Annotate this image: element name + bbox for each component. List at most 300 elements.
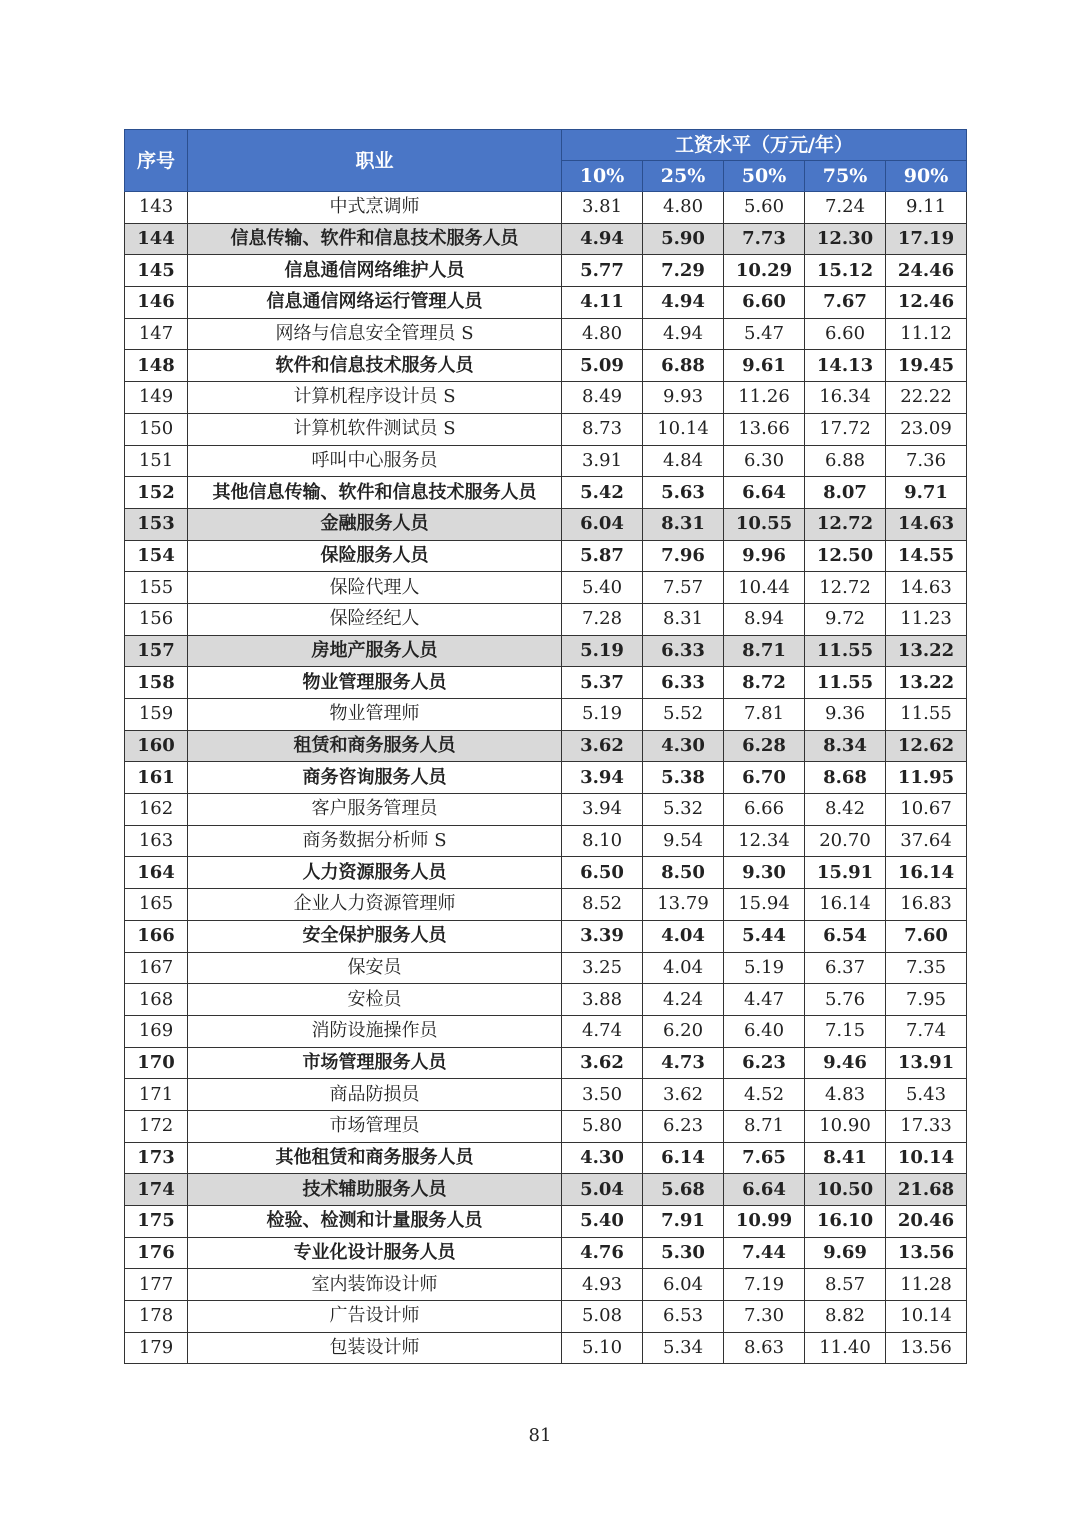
wage-p25: 4.94 <box>643 318 724 350</box>
wage-p50: 8.71 <box>724 635 805 667</box>
table-row <box>125 445 967 477</box>
occupation-name: 消防设施操作员 <box>188 1015 562 1047</box>
wage-p90: 14.63 <box>886 572 967 604</box>
table-row <box>125 540 967 572</box>
table-row <box>125 984 967 1016</box>
wage-p90: 9.11 <box>886 192 967 224</box>
occupation-name: 保安员 <box>188 952 562 984</box>
wage-p75: 6.88 <box>805 445 886 477</box>
wage-p25: 9.54 <box>643 825 724 857</box>
wage-p75: 9.46 <box>805 1047 886 1079</box>
row-number: 171 <box>125 1079 188 1111</box>
wage-p10: 5.87 <box>562 540 643 572</box>
wage-p50: 6.23 <box>724 1047 805 1079</box>
wage-p90: 10.14 <box>886 1301 967 1333</box>
wage-p25: 4.04 <box>643 952 724 984</box>
wage-p25: 6.33 <box>643 667 724 699</box>
row-number: 174 <box>125 1174 188 1206</box>
wage-p50: 8.94 <box>724 603 805 635</box>
wage-p90: 5.43 <box>886 1079 967 1111</box>
occupation-name: 其他信息传输、软件和信息技术服务人员 <box>188 477 562 509</box>
wage-p50: 7.30 <box>724 1301 805 1333</box>
wage-p25: 8.31 <box>643 603 724 635</box>
table-row <box>125 318 967 350</box>
table-row <box>125 572 967 604</box>
wage-p25: 6.33 <box>643 635 724 667</box>
occupation-name: 安检员 <box>188 984 562 1016</box>
wage-p90: 11.12 <box>886 318 967 350</box>
wage-p10: 5.19 <box>562 699 643 731</box>
wage-p90: 13.91 <box>886 1047 967 1079</box>
header-p10: 10% <box>562 161 643 192</box>
table-row <box>125 192 967 224</box>
table-row <box>125 255 967 287</box>
row-number: 154 <box>125 540 188 572</box>
header-job: 职业 <box>188 130 562 192</box>
wage-p25: 13.79 <box>643 889 724 921</box>
row-number: 146 <box>125 287 188 319</box>
wage-p50: 15.94 <box>724 889 805 921</box>
occupation-name: 软件和信息技术服务人员 <box>188 350 562 382</box>
table-row <box>125 1237 967 1269</box>
row-number: 149 <box>125 382 188 414</box>
table-row <box>125 1110 967 1142</box>
wage-p25: 6.14 <box>643 1142 724 1174</box>
wage-p75: 8.34 <box>805 730 886 762</box>
occupation-name: 专业化设计服务人员 <box>188 1237 562 1269</box>
wage-p10: 5.40 <box>562 1206 643 1238</box>
wage-p25: 4.24 <box>643 984 724 1016</box>
row-number: 144 <box>125 223 188 255</box>
wage-p75: 8.42 <box>805 794 886 826</box>
wage-p90: 14.55 <box>886 540 967 572</box>
header-p25: 25% <box>643 161 724 192</box>
table-row <box>125 1332 967 1364</box>
wage-p25: 7.29 <box>643 255 724 287</box>
occupation-name: 信息传输、软件和信息技术服务人员 <box>188 223 562 255</box>
occupation-name: 检验、检测和计量服务人员 <box>188 1206 562 1238</box>
table-row <box>125 603 967 635</box>
wage-p50: 5.47 <box>724 318 805 350</box>
wage-p10: 4.94 <box>562 223 643 255</box>
wage-p90: 13.56 <box>886 1237 967 1269</box>
wage-p25: 4.94 <box>643 287 724 319</box>
row-number: 161 <box>125 762 188 794</box>
wage-p50: 9.30 <box>724 857 805 889</box>
wage-p90: 17.33 <box>886 1110 967 1142</box>
wage-p90: 13.56 <box>886 1332 967 1364</box>
row-number: 166 <box>125 920 188 952</box>
row-number: 148 <box>125 350 188 382</box>
table-row <box>125 667 967 699</box>
row-number: 165 <box>125 889 188 921</box>
wage-p10: 5.09 <box>562 350 643 382</box>
header-p50: 50% <box>724 161 805 192</box>
wage-p90: 13.22 <box>886 667 967 699</box>
row-number: 163 <box>125 825 188 857</box>
wage-p75: 9.72 <box>805 603 886 635</box>
table-row <box>125 1079 967 1111</box>
wage-p25: 5.38 <box>643 762 724 794</box>
wage-p75: 12.72 <box>805 508 886 540</box>
wage-p90: 7.35 <box>886 952 967 984</box>
wage-p50: 6.66 <box>724 794 805 826</box>
wage-p50: 9.96 <box>724 540 805 572</box>
occupation-name: 室内装饰设计师 <box>188 1269 562 1301</box>
row-number: 169 <box>125 1015 188 1047</box>
wage-p50: 5.19 <box>724 952 805 984</box>
wage-p90: 19.45 <box>886 350 967 382</box>
row-number: 170 <box>125 1047 188 1079</box>
wage-p10: 5.04 <box>562 1174 643 1206</box>
wage-p10: 8.49 <box>562 382 643 414</box>
header-p75: 75% <box>805 161 886 192</box>
wage-p50: 7.65 <box>724 1142 805 1174</box>
wage-p75: 16.34 <box>805 382 886 414</box>
wage-p10: 4.80 <box>562 318 643 350</box>
header-seq: 序号 <box>125 130 188 192</box>
occupation-name: 商品防损员 <box>188 1079 562 1111</box>
wage-p50: 6.70 <box>724 762 805 794</box>
wage-p50: 10.29 <box>724 255 805 287</box>
row-number: 178 <box>125 1301 188 1333</box>
wage-p10: 3.91 <box>562 445 643 477</box>
wage-p25: 5.68 <box>643 1174 724 1206</box>
occupation-name: 市场管理员 <box>188 1110 562 1142</box>
row-number: 160 <box>125 730 188 762</box>
wage-p10: 3.62 <box>562 730 643 762</box>
table-row <box>125 825 967 857</box>
wage-p75: 12.30 <box>805 223 886 255</box>
wage-p75: 8.68 <box>805 762 886 794</box>
wage-p90: 24.46 <box>886 255 967 287</box>
wage-p10: 6.50 <box>562 857 643 889</box>
wage-p90: 14.63 <box>886 508 967 540</box>
occupation-name: 中式烹调师 <box>188 192 562 224</box>
wage-p75: 10.50 <box>805 1174 886 1206</box>
occupation-name: 商务数据分析师 S <box>188 825 562 857</box>
wage-p25: 3.62 <box>643 1079 724 1111</box>
wage-p90: 10.14 <box>886 1142 967 1174</box>
row-number: 153 <box>125 508 188 540</box>
occupation-name: 企业人力资源管理师 <box>188 889 562 921</box>
wage-p75: 16.10 <box>805 1206 886 1238</box>
header-p90: 90% <box>886 161 967 192</box>
wage-p75: 12.50 <box>805 540 886 572</box>
wage-p90: 11.55 <box>886 699 967 731</box>
wage-p10: 5.77 <box>562 255 643 287</box>
wage-p75: 8.82 <box>805 1301 886 1333</box>
row-number: 173 <box>125 1142 188 1174</box>
wage-p25: 5.52 <box>643 699 724 731</box>
wage-p75: 6.60 <box>805 318 886 350</box>
row-number: 155 <box>125 572 188 604</box>
wage-p90: 9.71 <box>886 477 967 509</box>
wage-p90: 7.36 <box>886 445 967 477</box>
occupation-name: 保险代理人 <box>188 572 562 604</box>
table-row <box>125 1015 967 1047</box>
wage-p75: 8.07 <box>805 477 886 509</box>
wage-p10: 6.04 <box>562 508 643 540</box>
wage-p10: 3.50 <box>562 1079 643 1111</box>
wage-p10: 5.42 <box>562 477 643 509</box>
wage-p75: 8.41 <box>805 1142 886 1174</box>
wage-p10: 8.73 <box>562 413 643 445</box>
occupation-name: 物业管理师 <box>188 699 562 731</box>
wage-p50: 5.44 <box>724 920 805 952</box>
occupation-name: 人力资源服务人员 <box>188 857 562 889</box>
occupation-name: 网络与信息安全管理员 S <box>188 318 562 350</box>
wage-p75: 6.37 <box>805 952 886 984</box>
wage-p25: 4.73 <box>643 1047 724 1079</box>
wage-p90: 10.67 <box>886 794 967 826</box>
occupation-name: 房地产服务人员 <box>188 635 562 667</box>
table-row <box>125 508 967 540</box>
wage-p10: 3.62 <box>562 1047 643 1079</box>
wage-p90: 11.95 <box>886 762 967 794</box>
wage-p75: 15.12 <box>805 255 886 287</box>
occupation-name: 金融服务人员 <box>188 508 562 540</box>
table-header <box>125 130 967 192</box>
wage-p50: 6.30 <box>724 445 805 477</box>
occupation-name: 保险服务人员 <box>188 540 562 572</box>
wage-p90: 17.19 <box>886 223 967 255</box>
wage-p25: 7.96 <box>643 540 724 572</box>
wage-p90: 22.22 <box>886 382 967 414</box>
wage-p25: 6.88 <box>643 350 724 382</box>
row-number: 143 <box>125 192 188 224</box>
occupation-name: 信息通信网络运行管理人员 <box>188 287 562 319</box>
wage-p25: 4.04 <box>643 920 724 952</box>
wage-p25: 8.50 <box>643 857 724 889</box>
wage-p90: 23.09 <box>886 413 967 445</box>
wage-p90: 7.95 <box>886 984 967 1016</box>
table-row <box>125 477 967 509</box>
row-number: 175 <box>125 1206 188 1238</box>
wage-p25: 5.63 <box>643 477 724 509</box>
wage-p10: 4.30 <box>562 1142 643 1174</box>
row-number: 145 <box>125 255 188 287</box>
row-number: 158 <box>125 667 188 699</box>
row-number: 147 <box>125 318 188 350</box>
wage-p90: 21.68 <box>886 1174 967 1206</box>
wage-p10: 3.88 <box>562 984 643 1016</box>
wage-p10: 3.94 <box>562 794 643 826</box>
wage-p10: 5.19 <box>562 635 643 667</box>
wage-p10: 5.10 <box>562 1332 643 1364</box>
wage-p75: 7.15 <box>805 1015 886 1047</box>
wage-p50: 7.44 <box>724 1237 805 1269</box>
wage-p75: 7.67 <box>805 287 886 319</box>
wage-p10: 5.40 <box>562 572 643 604</box>
table-row <box>125 382 967 414</box>
wage-p50: 6.60 <box>724 287 805 319</box>
wage-p50: 10.44 <box>724 572 805 604</box>
wage-p10: 7.28 <box>562 603 643 635</box>
wage-p10: 8.52 <box>562 889 643 921</box>
wage-p50: 7.73 <box>724 223 805 255</box>
row-number: 151 <box>125 445 188 477</box>
occupation-name: 保险经纪人 <box>188 603 562 635</box>
header-wage: 工资水平（万元/年） <box>562 130 967 161</box>
wage-p25: 7.91 <box>643 1206 724 1238</box>
wage-p75: 6.54 <box>805 920 886 952</box>
row-number: 159 <box>125 699 188 731</box>
occupation-name: 技术辅助服务人员 <box>188 1174 562 1206</box>
wage-p25: 5.90 <box>643 223 724 255</box>
wage-p50: 11.26 <box>724 382 805 414</box>
wage-p10: 4.93 <box>562 1269 643 1301</box>
occupation-name: 包装设计师 <box>188 1332 562 1364</box>
table-row <box>125 413 967 445</box>
table-row <box>125 1047 967 1079</box>
table-row <box>125 350 967 382</box>
wage-p90: 16.83 <box>886 889 967 921</box>
row-number: 164 <box>125 857 188 889</box>
wage-p25: 5.30 <box>643 1237 724 1269</box>
wage-p90: 16.14 <box>886 857 967 889</box>
wage-p25: 6.20 <box>643 1015 724 1047</box>
row-number: 177 <box>125 1269 188 1301</box>
wage-p75: 9.36 <box>805 699 886 731</box>
table-row <box>125 889 967 921</box>
wage-p50: 6.64 <box>724 477 805 509</box>
table-row <box>125 794 967 826</box>
wage-p90: 11.28 <box>886 1269 967 1301</box>
wage-p75: 20.70 <box>805 825 886 857</box>
occupation-name: 其他租赁和商务服务人员 <box>188 1142 562 1174</box>
table-row <box>125 730 967 762</box>
occupation-name: 信息通信网络维护人员 <box>188 255 562 287</box>
row-number: 179 <box>125 1332 188 1364</box>
wage-p75: 14.13 <box>805 350 886 382</box>
row-number: 157 <box>125 635 188 667</box>
wage-p50: 5.60 <box>724 192 805 224</box>
wage-p10: 5.08 <box>562 1301 643 1333</box>
wage-p90: 20.46 <box>886 1206 967 1238</box>
wage-p50: 8.72 <box>724 667 805 699</box>
occupation-name: 客户服务管理员 <box>188 794 562 826</box>
wage-p50: 12.34 <box>724 825 805 857</box>
wage-p50: 7.19 <box>724 1269 805 1301</box>
table-row <box>125 857 967 889</box>
wage-p90: 37.64 <box>886 825 967 857</box>
page-number: 81 <box>528 1425 552 1446</box>
occupation-name: 物业管理服务人员 <box>188 667 562 699</box>
row-number: 156 <box>125 603 188 635</box>
row-number: 168 <box>125 984 188 1016</box>
table-body <box>125 192 967 1364</box>
wage-p25: 6.53 <box>643 1301 724 1333</box>
wage-p50: 10.99 <box>724 1206 805 1238</box>
occupation-name: 广告设计师 <box>188 1301 562 1333</box>
wage-p75: 5.76 <box>805 984 886 1016</box>
wage-p50: 9.61 <box>724 350 805 382</box>
wage-p50: 7.81 <box>724 699 805 731</box>
wage-p10: 8.10 <box>562 825 643 857</box>
wage-p90: 7.60 <box>886 920 967 952</box>
occupation-name: 安全保护服务人员 <box>188 920 562 952</box>
table-row <box>125 287 967 319</box>
wage-p50: 6.40 <box>724 1015 805 1047</box>
wage-p25: 7.57 <box>643 572 724 604</box>
row-number: 150 <box>125 413 188 445</box>
wage-p25: 5.34 <box>643 1332 724 1364</box>
wage-p75: 11.55 <box>805 635 886 667</box>
occupation-name: 商务咨询服务人员 <box>188 762 562 794</box>
wage-p25: 6.23 <box>643 1110 724 1142</box>
wage-p90: 12.62 <box>886 730 967 762</box>
row-number: 176 <box>125 1237 188 1269</box>
occupation-name: 计算机程序设计员 S <box>188 382 562 414</box>
wage-p75: 10.90 <box>805 1110 886 1142</box>
wage-p50: 4.47 <box>724 984 805 1016</box>
wage-p25: 4.84 <box>643 445 724 477</box>
wage-p50: 6.64 <box>724 1174 805 1206</box>
wage-p25: 8.31 <box>643 508 724 540</box>
wage-p75: 17.72 <box>805 413 886 445</box>
wage-p50: 8.63 <box>724 1332 805 1364</box>
wage-p75: 7.24 <box>805 192 886 224</box>
table-row <box>125 762 967 794</box>
occupation-name: 计算机软件测试员 S <box>188 413 562 445</box>
wage-p50: 13.66 <box>724 413 805 445</box>
wage-p50: 6.28 <box>724 730 805 762</box>
wage-p10: 4.74 <box>562 1015 643 1047</box>
table-row <box>125 1269 967 1301</box>
row-number: 162 <box>125 794 188 826</box>
occupation-name: 市场管理服务人员 <box>188 1047 562 1079</box>
wage-p90: 7.74 <box>886 1015 967 1047</box>
table-row <box>125 952 967 984</box>
wage-p90: 13.22 <box>886 635 967 667</box>
table-row <box>125 635 967 667</box>
wage-p10: 4.11 <box>562 287 643 319</box>
table-row <box>125 1142 967 1174</box>
wage-p25: 6.04 <box>643 1269 724 1301</box>
table-row <box>125 223 967 255</box>
wage-p90: 12.46 <box>886 287 967 319</box>
wage-p25: 10.14 <box>643 413 724 445</box>
wage-p50: 10.55 <box>724 508 805 540</box>
wage-p10: 3.94 <box>562 762 643 794</box>
wage-p75: 15.91 <box>805 857 886 889</box>
occupation-name: 租赁和商务服务人员 <box>188 730 562 762</box>
wage-p10: 3.25 <box>562 952 643 984</box>
wage-table <box>124 129 967 1364</box>
wage-p75: 8.57 <box>805 1269 886 1301</box>
wage-p50: 8.71 <box>724 1110 805 1142</box>
wage-p90: 11.23 <box>886 603 967 635</box>
occupation-name: 呼叫中心服务员 <box>188 445 562 477</box>
table-row <box>125 1174 967 1206</box>
wage-p75: 12.72 <box>805 572 886 604</box>
wage-p10: 5.37 <box>562 667 643 699</box>
row-number: 172 <box>125 1110 188 1142</box>
table-row <box>125 699 967 731</box>
wage-p75: 11.55 <box>805 667 886 699</box>
wage-p75: 9.69 <box>805 1237 886 1269</box>
table-row <box>125 1206 967 1238</box>
wage-p10: 4.76 <box>562 1237 643 1269</box>
wage-p25: 5.32 <box>643 794 724 826</box>
wage-p75: 16.14 <box>805 889 886 921</box>
wage-p25: 4.80 <box>643 192 724 224</box>
row-number: 152 <box>125 477 188 509</box>
row-number: 167 <box>125 952 188 984</box>
wage-p25: 4.30 <box>643 730 724 762</box>
wage-p10: 3.39 <box>562 920 643 952</box>
